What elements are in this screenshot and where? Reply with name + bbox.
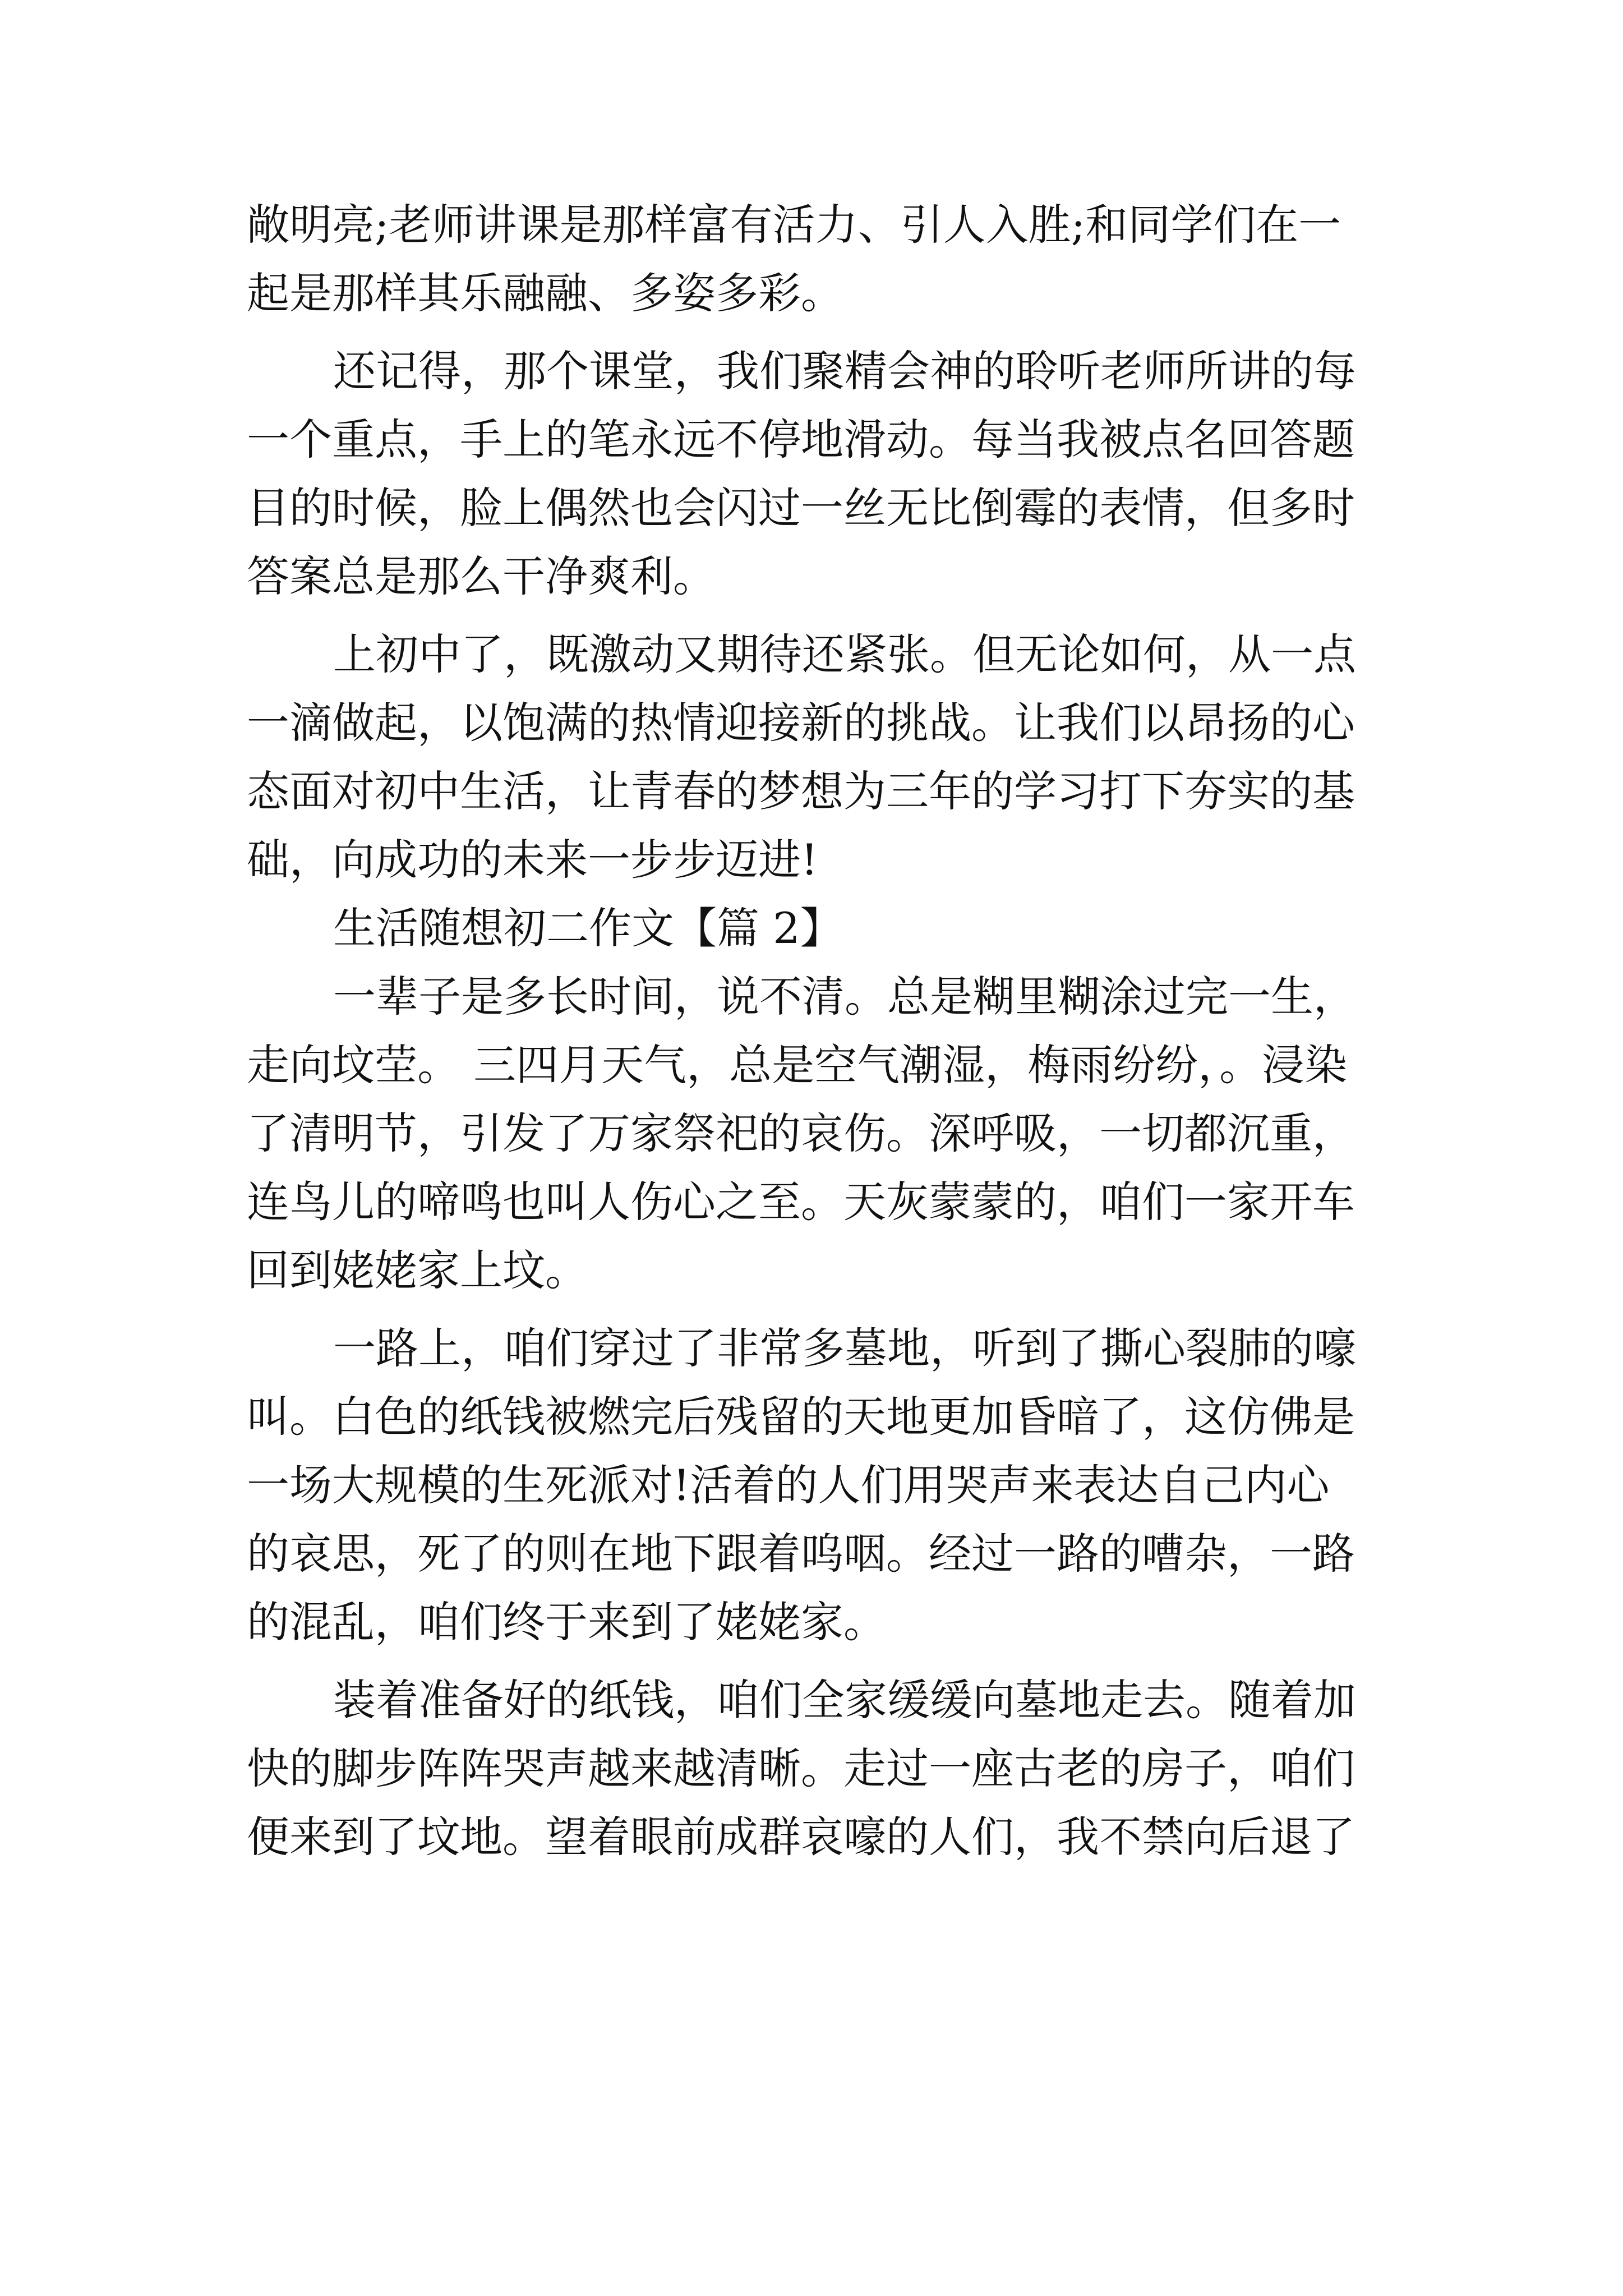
- text-line: 目的时候，脸上偶然也会闪过一丝无比倒霉的表情，但多时: [247, 483, 1355, 533]
- text-line: 连鸟儿的啼鸣也叫人伤心之至。天灰蒙蒙的，咱们一家开车: [247, 1177, 1355, 1227]
- text-line: 答案总是那么干净爽利。: [247, 551, 716, 601]
- text-line: 的混乱，咱们终于来到了姥姥家。: [247, 1597, 886, 1647]
- paragraph: [247, 1666, 1385, 1871]
- paragraph: [247, 963, 1385, 1305]
- text-line: 快的脚步阵阵哭声越来越清晰。走过一座古老的房子，咱们: [247, 1743, 1355, 1793]
- text-line: 装着准备好的纸钱，咱们全家缓缓向墓地走去。随着加: [333, 1675, 1356, 1725]
- text-line: 一辈子是多长时间，说不清。总是糊里糊涂过完一生，: [333, 972, 1356, 1022]
- text-line: 础，向成功的未来一步步迈进!: [247, 835, 818, 885]
- text-line: 一滴做起，以饱满的热情迎接新的挑战。让我们以昂扬的心: [247, 698, 1355, 748]
- text-line: 一路上，咱们穿过了非常多墓地，听到了撕心裂肺的嚎: [333, 1323, 1356, 1373]
- heading-text: 生活随想初二作文【篇 2】: [333, 903, 843, 953]
- text-line: 叫。白色的纸钱被燃完后残留的天地更加昏暗了，这仿佛是: [247, 1392, 1355, 1442]
- text-line: 回到姥姥家上坟。: [247, 1245, 588, 1295]
- paragraph: [247, 1314, 1385, 1657]
- text-line: 上初中了，既激动又期待还紧张。但无论如何，从一点: [333, 629, 1356, 679]
- text-line: 的哀思，死了的则在地下跟着呜咽。经过一路的嘈杂，一路: [247, 1529, 1355, 1579]
- document-body: [247, 191, 1385, 1871]
- paragraph: [247, 620, 1385, 894]
- text-line: 起是那样其乐融融、多姿多彩。: [247, 268, 843, 318]
- section-heading: [247, 894, 1385, 963]
- text-line: 了清明节，引发了万家祭祀的哀伤。深呼吸，一切都沉重，: [247, 1108, 1355, 1158]
- paragraph: [247, 191, 1385, 328]
- text-line: 一场大规模的生死派对!活着的人们用哭声来表达自己内心: [247, 1460, 1330, 1510]
- text-line: 便来到了坟地。望着眼前成群哀嚎的人们，我不禁向后退了: [247, 1812, 1355, 1862]
- text-line: 还记得，那个课堂，我们聚精会神的聆听老师所讲的每: [333, 346, 1356, 396]
- text-line: 一个重点，手上的笔永远不停地滑动。每当我被点名回答题: [247, 415, 1355, 464]
- text-line: 走向坟茔。 三四月天气，总是空气潮湿，梅雨纷纷，。浸染: [247, 1040, 1348, 1090]
- paragraph: [247, 337, 1385, 611]
- text-line: 敞明亮;老师讲课是那样富有活力、引人入胜;和同学们在一: [247, 200, 1341, 250]
- text-line: 态面对初中生活，让青春的梦想为三年的学习打下夯实的基: [247, 766, 1355, 816]
